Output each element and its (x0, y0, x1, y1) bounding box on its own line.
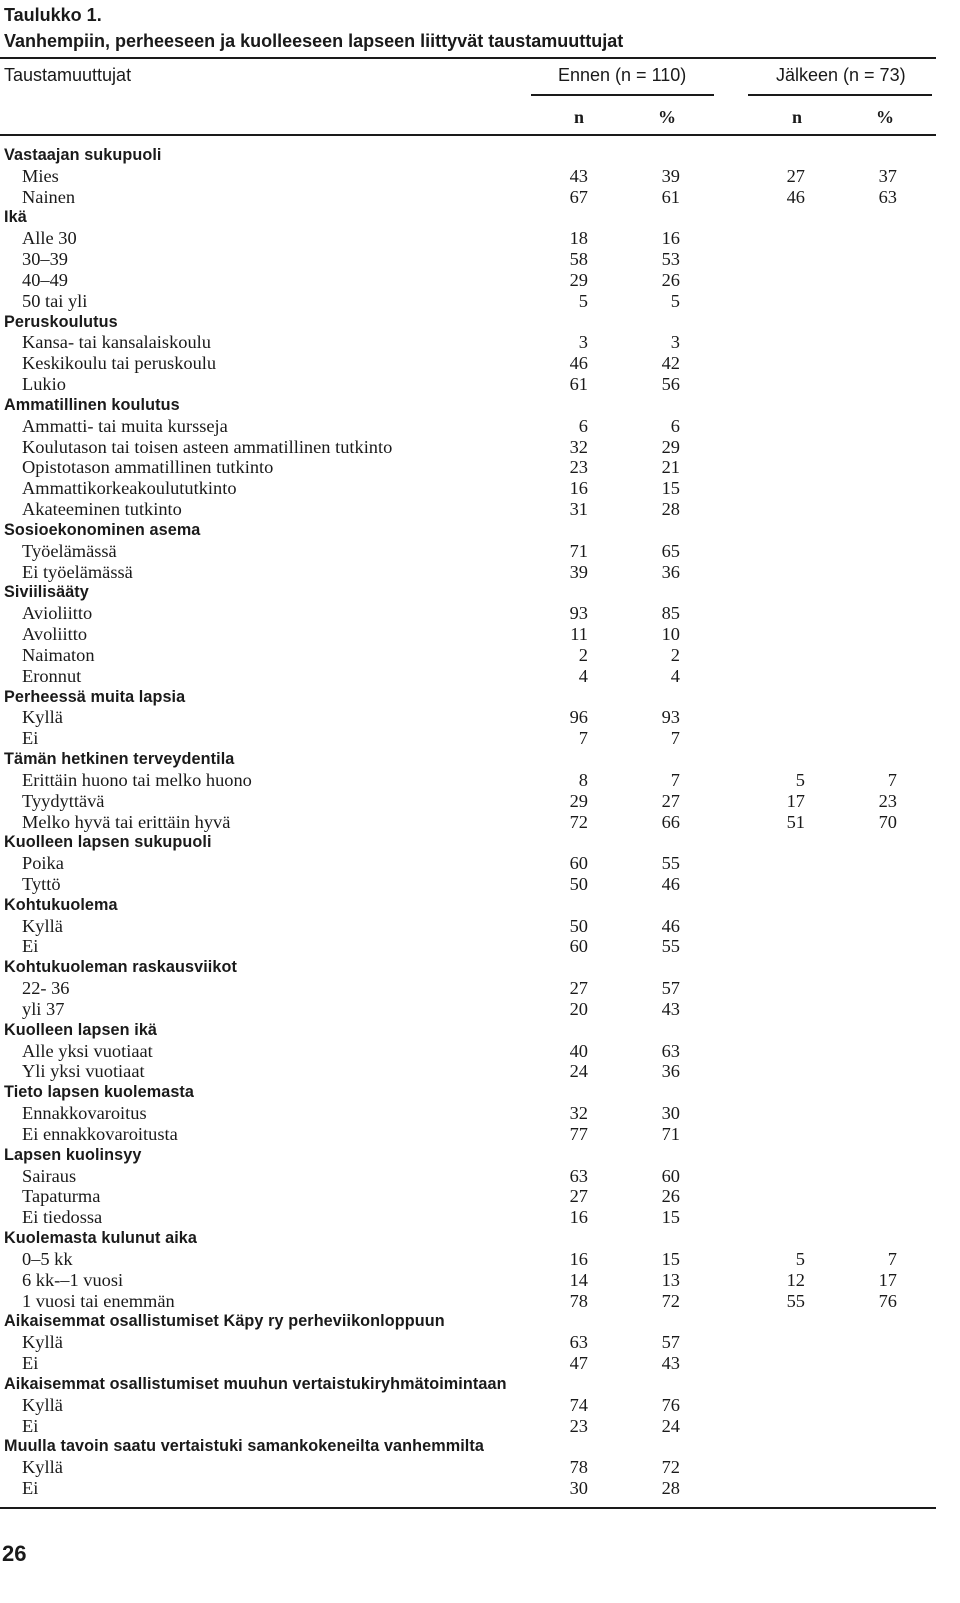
after-n-cell: 55 (786, 1290, 805, 1311)
category-row (0, 582, 936, 603)
before-percent-cell: 55 (661, 853, 680, 874)
category-label: Tieto lapsen kuolemasta (4, 1083, 195, 1102)
before-percent-cell: 55 (661, 936, 680, 957)
table-row (0, 228, 936, 249)
category-label: Vastaajan sukupuoli (4, 146, 162, 164)
row-label: 30–39 (22, 249, 68, 270)
before-n-cell: 3 (578, 332, 588, 353)
before-group-underline (531, 94, 714, 96)
table-row (0, 437, 936, 458)
before-percent-cell: 10 (661, 624, 680, 645)
table-row (0, 936, 936, 957)
category-row (0, 749, 936, 770)
row-label: Avioliitto (22, 603, 93, 624)
row-label: Kyllä (22, 915, 63, 936)
before-percent-cell: 72 (661, 1290, 680, 1311)
row-label: Ei (22, 1353, 39, 1374)
before-group-header: Ennen (n = 110) (558, 65, 687, 85)
row-label: Tyydyttävä (22, 790, 105, 811)
category-row (0, 1020, 936, 1041)
before-n-cell: 50 (569, 915, 588, 936)
before-percent-cell: 13 (661, 1269, 680, 1290)
before-n-cell: 71 (569, 540, 588, 561)
before-percent-cell: 28 (661, 499, 680, 520)
before-n-cell: 96 (569, 707, 588, 728)
before-n-cell: 20 (569, 998, 588, 1019)
before-percent-cell: 7 (670, 728, 680, 749)
table-row (0, 874, 936, 895)
table-row (0, 1353, 936, 1374)
category-label: Tämän hetkinen terveydentila (4, 750, 235, 769)
category-row (0, 1311, 936, 1332)
table-row (0, 1103, 936, 1124)
table-row (0, 1041, 936, 1062)
category-row (0, 1374, 936, 1395)
before-n-cell: 63 (569, 1165, 588, 1186)
row-label: Mies (22, 165, 59, 186)
subheader-after-n: n (791, 107, 802, 127)
category-label: Kohtukuoleman raskausviikot (4, 958, 237, 977)
before-n-cell: 77 (569, 1123, 588, 1144)
before-n-cell: 16 (569, 478, 588, 499)
before-n-cell: 31 (569, 499, 588, 520)
category-row (0, 832, 936, 853)
table-body (0, 145, 936, 1499)
before-n-cell: 58 (569, 249, 588, 270)
before-percent-cell: 15 (661, 478, 680, 499)
before-n-cell: 5 (578, 290, 588, 311)
table-row (0, 1332, 936, 1353)
before-percent-cell: 60 (661, 1165, 680, 1186)
table-row (0, 853, 936, 874)
before-n-cell: 7 (578, 728, 588, 749)
before-n-cell: 24 (569, 1061, 588, 1082)
row-label: Ei (22, 1415, 39, 1436)
before-n-cell: 14 (569, 1269, 588, 1290)
before-percent-cell: 7 (670, 769, 680, 790)
before-percent-cell: 21 (661, 457, 680, 478)
category-label: Peruskoulutus (4, 312, 118, 331)
table-row (0, 645, 936, 666)
row-label: Ammattikorkeakoulututkinto (22, 478, 237, 499)
row-label: Ei tiedossa (22, 1207, 103, 1228)
bottom-rule (0, 1507, 936, 1509)
before-percent-cell: 57 (661, 978, 680, 999)
before-n-cell: 61 (569, 374, 588, 395)
before-n-cell: 74 (569, 1394, 588, 1415)
before-n-cell: 39 (569, 561, 588, 582)
row-label: 0–5 kk (22, 1248, 73, 1269)
table-row (0, 1249, 936, 1270)
before-percent-cell: 53 (661, 249, 680, 270)
subheader-before-n: n (573, 107, 584, 127)
before-n-cell: 16 (569, 1207, 588, 1228)
row-label: Keskikoulu tai peruskoulu (22, 353, 217, 374)
before-percent-cell: 6 (670, 415, 680, 436)
category-label: Kuolemasta kulunut aika (4, 1229, 198, 1248)
after-n-cell: 46 (786, 186, 805, 207)
before-n-cell: 23 (569, 1415, 588, 1436)
after-n-cell: 17 (786, 790, 805, 811)
table-row (0, 770, 936, 791)
row-label: Koulutason tai toisen asteen ammatillinen tutkinto (22, 436, 393, 457)
category-label: Kuolleen lapsen ikä (4, 1020, 158, 1039)
table-label: Taulukko 1. (4, 5, 102, 25)
category-row (0, 395, 936, 416)
category-label: Kohtukuolema (4, 895, 118, 914)
before-n-cell: 67 (569, 186, 588, 207)
row-label: Melko hyvä tai erittäin hyvä (22, 811, 231, 832)
header-rule (0, 134, 936, 136)
row-label: 22- 36 (22, 978, 70, 999)
table-row (0, 499, 936, 520)
before-percent-cell: 24 (661, 1415, 680, 1436)
before-n-cell: 78 (569, 1457, 588, 1478)
category-row (0, 145, 936, 166)
before-n-cell: 60 (569, 853, 588, 874)
before-percent-cell: 63 (661, 1040, 680, 1061)
before-percent-cell: 27 (661, 790, 680, 811)
table-row (0, 332, 936, 353)
before-n-cell: 32 (569, 1103, 588, 1124)
subheader-before-percent: % (658, 107, 676, 127)
table-row (0, 1270, 936, 1291)
category-row (0, 207, 936, 228)
table-row (0, 562, 936, 583)
table-row (0, 1061, 936, 1082)
after-percent-cell: 70 (878, 811, 897, 832)
row-label: Erittäin huono tai melko huono (22, 769, 252, 790)
table-row (0, 624, 936, 645)
category-row (0, 520, 936, 541)
before-percent-cell: 15 (661, 1248, 680, 1269)
row-label: 6 kk-–1 vuosi (22, 1269, 124, 1290)
row-label: Akateeminen tutkinto (22, 499, 182, 520)
category-label: Siviilisääty (4, 583, 89, 602)
row-label: Alle yksi vuotiaat (22, 1040, 153, 1061)
table-row (0, 1291, 936, 1312)
category-label: Muulla tavoin saatu vertaistuki samankokeneilta vanhemmilta (4, 1437, 485, 1456)
category-row (0, 1145, 936, 1166)
row-label: Ei ennakkovaroitusta (22, 1123, 178, 1144)
row-label: Kyllä (22, 1457, 63, 1478)
table-row (0, 707, 936, 728)
row-label: Kyllä (22, 1394, 63, 1415)
before-percent-cell: 46 (661, 873, 680, 894)
before-n-cell: 40 (569, 1040, 588, 1061)
table-row (0, 1124, 936, 1145)
table-row (0, 541, 936, 562)
before-n-cell: 46 (569, 353, 588, 374)
category-label: Aikaisemmat osallistumiset Käpy ry perheviikonloppuun (4, 1312, 445, 1331)
category-row (0, 1082, 936, 1103)
row-label: Ei (22, 936, 39, 957)
category-row (0, 1228, 936, 1249)
category-label: Sosioekonominen asema (4, 520, 201, 539)
category-label: Perheessä muita lapsia (4, 687, 186, 706)
table-row (0, 1395, 936, 1416)
after-n-cell: 51 (786, 811, 805, 832)
table-row (0, 978, 936, 999)
row-label: Alle 30 (22, 228, 77, 249)
page-number: 26 (2, 1541, 27, 1566)
row-label: Naimaton (22, 644, 95, 665)
row-label: Kansa- tai kansalaiskoulu (22, 332, 211, 353)
category-label: Lapsen kuolinsyy (4, 1145, 142, 1164)
row-label: Ei (22, 1478, 39, 1498)
table-row (0, 728, 936, 749)
table-row (0, 1186, 936, 1207)
after-percent-cell: 7 (887, 1248, 897, 1269)
row-label: Sairaus (22, 1165, 77, 1186)
table-row (0, 353, 936, 374)
row-label: Tapaturma (22, 1186, 101, 1207)
table-row (0, 416, 936, 437)
before-percent-cell: 4 (670, 665, 680, 686)
before-n-cell: 4 (578, 665, 588, 686)
row-label: Yli yksi vuotiaat (22, 1061, 145, 1082)
before-percent-cell: 16 (661, 228, 680, 249)
before-n-cell: 27 (569, 978, 588, 999)
category-row (0, 1436, 936, 1457)
after-percent-cell: 17 (878, 1269, 897, 1290)
before-percent-cell: 56 (661, 374, 680, 395)
before-percent-cell: 36 (661, 561, 680, 582)
category-row (0, 312, 936, 333)
before-n-cell: 11 (570, 624, 588, 645)
after-percent-cell: 7 (887, 769, 897, 790)
before-n-cell: 30 (569, 1478, 588, 1498)
table-row (0, 270, 936, 291)
row-label: Ennakkovaroitus (22, 1103, 147, 1124)
row-label: Ammatti- tai muita kursseja (22, 415, 228, 436)
category-row (0, 957, 936, 978)
before-percent-cell: 28 (661, 1478, 680, 1498)
before-n-cell: 16 (569, 1248, 588, 1269)
before-n-cell: 29 (569, 269, 588, 290)
after-group-underline (748, 94, 932, 96)
table-row (0, 291, 936, 312)
row-label: yli 37 (22, 998, 65, 1019)
row-label: Avoliitto (22, 624, 88, 645)
before-percent-cell: 36 (661, 1061, 680, 1082)
before-percent-cell: 39 (661, 165, 680, 186)
table-title (4, 2, 944, 54)
before-n-cell: 72 (569, 811, 588, 832)
row-label: Työelämässä (22, 540, 117, 561)
subheader-after-percent: % (876, 107, 894, 127)
before-percent-cell: 42 (661, 353, 680, 374)
before-n-cell: 43 (569, 165, 588, 186)
before-percent-cell: 26 (661, 1186, 680, 1207)
before-percent-cell: 72 (661, 1457, 680, 1478)
before-n-cell: 23 (569, 457, 588, 478)
table-row (0, 666, 936, 687)
row-label: 50 tai yli (22, 290, 88, 311)
table-caption: Vanhempiin, perheeseen ja kuolleeseen lapseen liittyvät taustamuuttujat (4, 31, 624, 51)
row-label: 1 vuosi tai enemmän (22, 1290, 175, 1311)
row-label: Kyllä (22, 1332, 63, 1353)
top-rule (0, 57, 936, 59)
before-percent-cell: 71 (661, 1123, 680, 1144)
table-row (0, 457, 936, 478)
table-row (0, 999, 936, 1020)
before-n-cell: 6 (578, 415, 588, 436)
after-n-cell: 27 (786, 165, 805, 186)
row-label: Nainen (22, 186, 76, 207)
before-n-cell: 29 (569, 790, 588, 811)
after-n-cell: 12 (786, 1269, 805, 1290)
row-label: Tyttö (22, 873, 61, 894)
before-percent-cell: 57 (661, 1332, 680, 1353)
before-n-cell: 8 (578, 769, 588, 790)
before-percent-cell: 5 (670, 290, 680, 311)
row-label: 40–49 (22, 269, 68, 290)
table-row (0, 1478, 936, 1499)
before-percent-cell: 43 (661, 1353, 680, 1374)
table-row (0, 478, 936, 499)
before-percent-cell: 43 (661, 998, 680, 1019)
before-n-cell: 60 (569, 936, 588, 957)
before-percent-cell: 3 (670, 332, 680, 353)
before-n-cell: 32 (569, 436, 588, 457)
row-label: Ei (22, 728, 39, 749)
before-percent-cell: 76 (661, 1394, 680, 1415)
before-n-cell: 78 (569, 1290, 588, 1311)
before-n-cell: 50 (569, 873, 588, 894)
category-row (0, 687, 936, 708)
table-row (0, 1416, 936, 1437)
table-row (0, 812, 936, 833)
row-label: Eronnut (22, 665, 82, 686)
table-row (0, 916, 936, 937)
before-n-cell: 2 (578, 644, 588, 665)
category-row (0, 895, 936, 916)
before-n-cell: 27 (569, 1186, 588, 1207)
after-percent-cell: 23 (878, 790, 897, 811)
before-percent-cell: 85 (661, 603, 680, 624)
category-label: Kuolleen lapsen sukupuoli (4, 833, 212, 852)
after-percent-cell: 63 (878, 186, 897, 207)
before-percent-cell: 46 (661, 915, 680, 936)
after-group-header: Jälkeen (n = 73) (776, 65, 906, 85)
table-row (0, 187, 936, 208)
before-percent-cell: 29 (661, 436, 680, 457)
row-label: Opistotason ammatillinen tutkinto (22, 457, 274, 478)
before-percent-cell: 93 (661, 707, 680, 728)
row-label: Ei työelämässä (22, 561, 133, 582)
after-percent-cell: 76 (878, 1290, 897, 1311)
row-label: Poika (22, 853, 64, 874)
before-percent-cell: 2 (670, 644, 680, 665)
after-percent-cell: 37 (878, 165, 897, 186)
before-percent-cell: 30 (661, 1103, 680, 1124)
before-percent-cell: 66 (661, 811, 680, 832)
before-percent-cell: 26 (661, 269, 680, 290)
table-row (0, 166, 936, 187)
table-row (0, 791, 936, 812)
row-label: Lukio (22, 374, 66, 395)
table-row (0, 374, 936, 395)
table-row (0, 249, 936, 270)
before-percent-cell: 15 (661, 1207, 680, 1228)
table-row (0, 1166, 936, 1187)
before-percent-cell: 61 (661, 186, 680, 207)
after-n-cell: 5 (795, 1248, 805, 1269)
table-row (0, 603, 936, 624)
before-n-cell: 47 (569, 1353, 588, 1374)
table-row (0, 1207, 936, 1228)
category-label: Aikaisemmat osallistumiset muuhun vertaistukiryhmätoimintaan (4, 1374, 507, 1393)
before-n-cell: 63 (569, 1332, 588, 1353)
row-label: Kyllä (22, 707, 63, 728)
after-n-cell: 5 (795, 769, 805, 790)
table-row (0, 1457, 936, 1478)
category-label: Ikä (4, 208, 27, 227)
before-n-cell: 18 (569, 228, 588, 249)
variable-column-header: Taustamuuttujat (4, 65, 132, 85)
before-percent-cell: 65 (661, 540, 680, 561)
category-label: Ammatillinen koulutus (4, 395, 180, 414)
before-n-cell: 93 (569, 603, 588, 624)
